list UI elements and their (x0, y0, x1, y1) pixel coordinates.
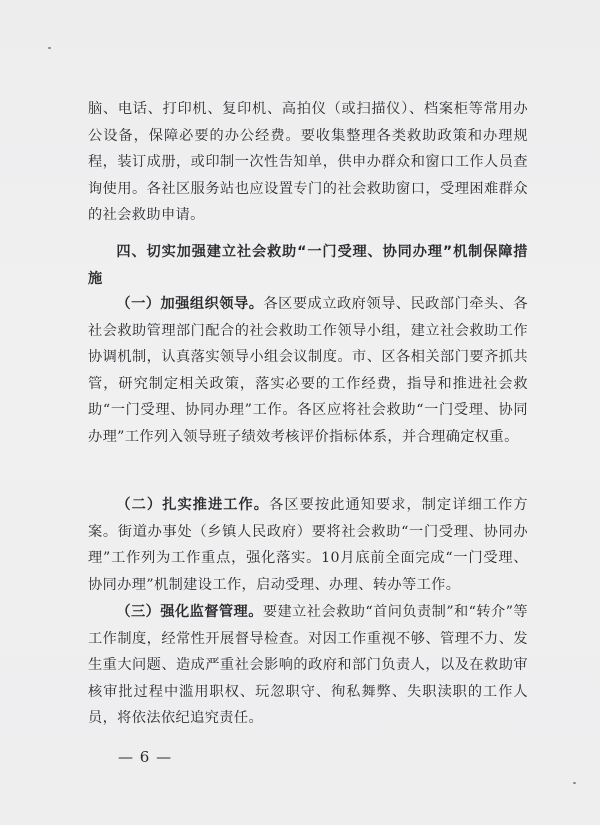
scan-speck (573, 782, 576, 784)
section-heading (88, 239, 528, 292)
item-3-body: 要建立社会救助“首问负责制”和“转介”等工作制度，经常性开展督导检查。对因工作重视不够、管理不力、发生重大问题、造成严重社会影响的政府和部门负责人，以及在救助审核审批过程中滥用职权、玩忽职守、徇私舞弊、失职渎职的工作人员，将依法依纪追究责任。 (88, 604, 528, 727)
item-1-title: （一）加强组织领导。 (116, 296, 264, 312)
item-2-paragraph (88, 492, 528, 598)
item-1-body: 各区要成立政府领导、民政部门牵头、各社会救助管理部门配合的社会救助工作领导小组，建立社会救助工作协调机制，认真落实领导小组会议制度。市、区各相关部门要齐抓共管，研究制定相关政策，落实必要的工作经费，指导和推进社会救助“一门受理、协同办理”工作。各区应将社会救助“一门受理、协同办理”工作列入领导班子绩效考核评价指标体系，并合理确定权重。 (88, 296, 528, 445)
item-2-title: （二）扎实推进工作。 (116, 497, 270, 513)
scan-speck (48, 47, 51, 49)
item-1-paragraph (88, 291, 528, 451)
item-2-body: 各区要按此通知要求，制定详细工作方案。街道办事处（乡镇人民政府）要将社会救助“一门受理、协同办理”工作列为工作重点，强化落实。10月底前全面完成“一门受理、协同办理”机制建设工作，启动受理、办理、转办等工作。 (88, 497, 528, 593)
paragraph-continuation (88, 96, 528, 229)
section-heading-text: 四、切实加强建立社会救助“一门受理、协同办理”机制保障措施 (88, 244, 528, 287)
page-number: — 6 — (118, 748, 173, 766)
item-3-paragraph (88, 599, 528, 732)
paragraph-text: 脑、电话、打印机、复印机、高拍仪（或扫描仪）、档案柜等常用办公设备，保障必要的办公经费。要收集整理各类救助政策和办理规程，装订成册，或印制一次性告知单，供申办群众和窗口工作人员查询使用。各社区服务站也应设置专门的社会救助窗口，受理困难群众的社会救助申请。 (88, 101, 528, 224)
item-3-title: （三）强化监督管理。 (116, 604, 263, 620)
